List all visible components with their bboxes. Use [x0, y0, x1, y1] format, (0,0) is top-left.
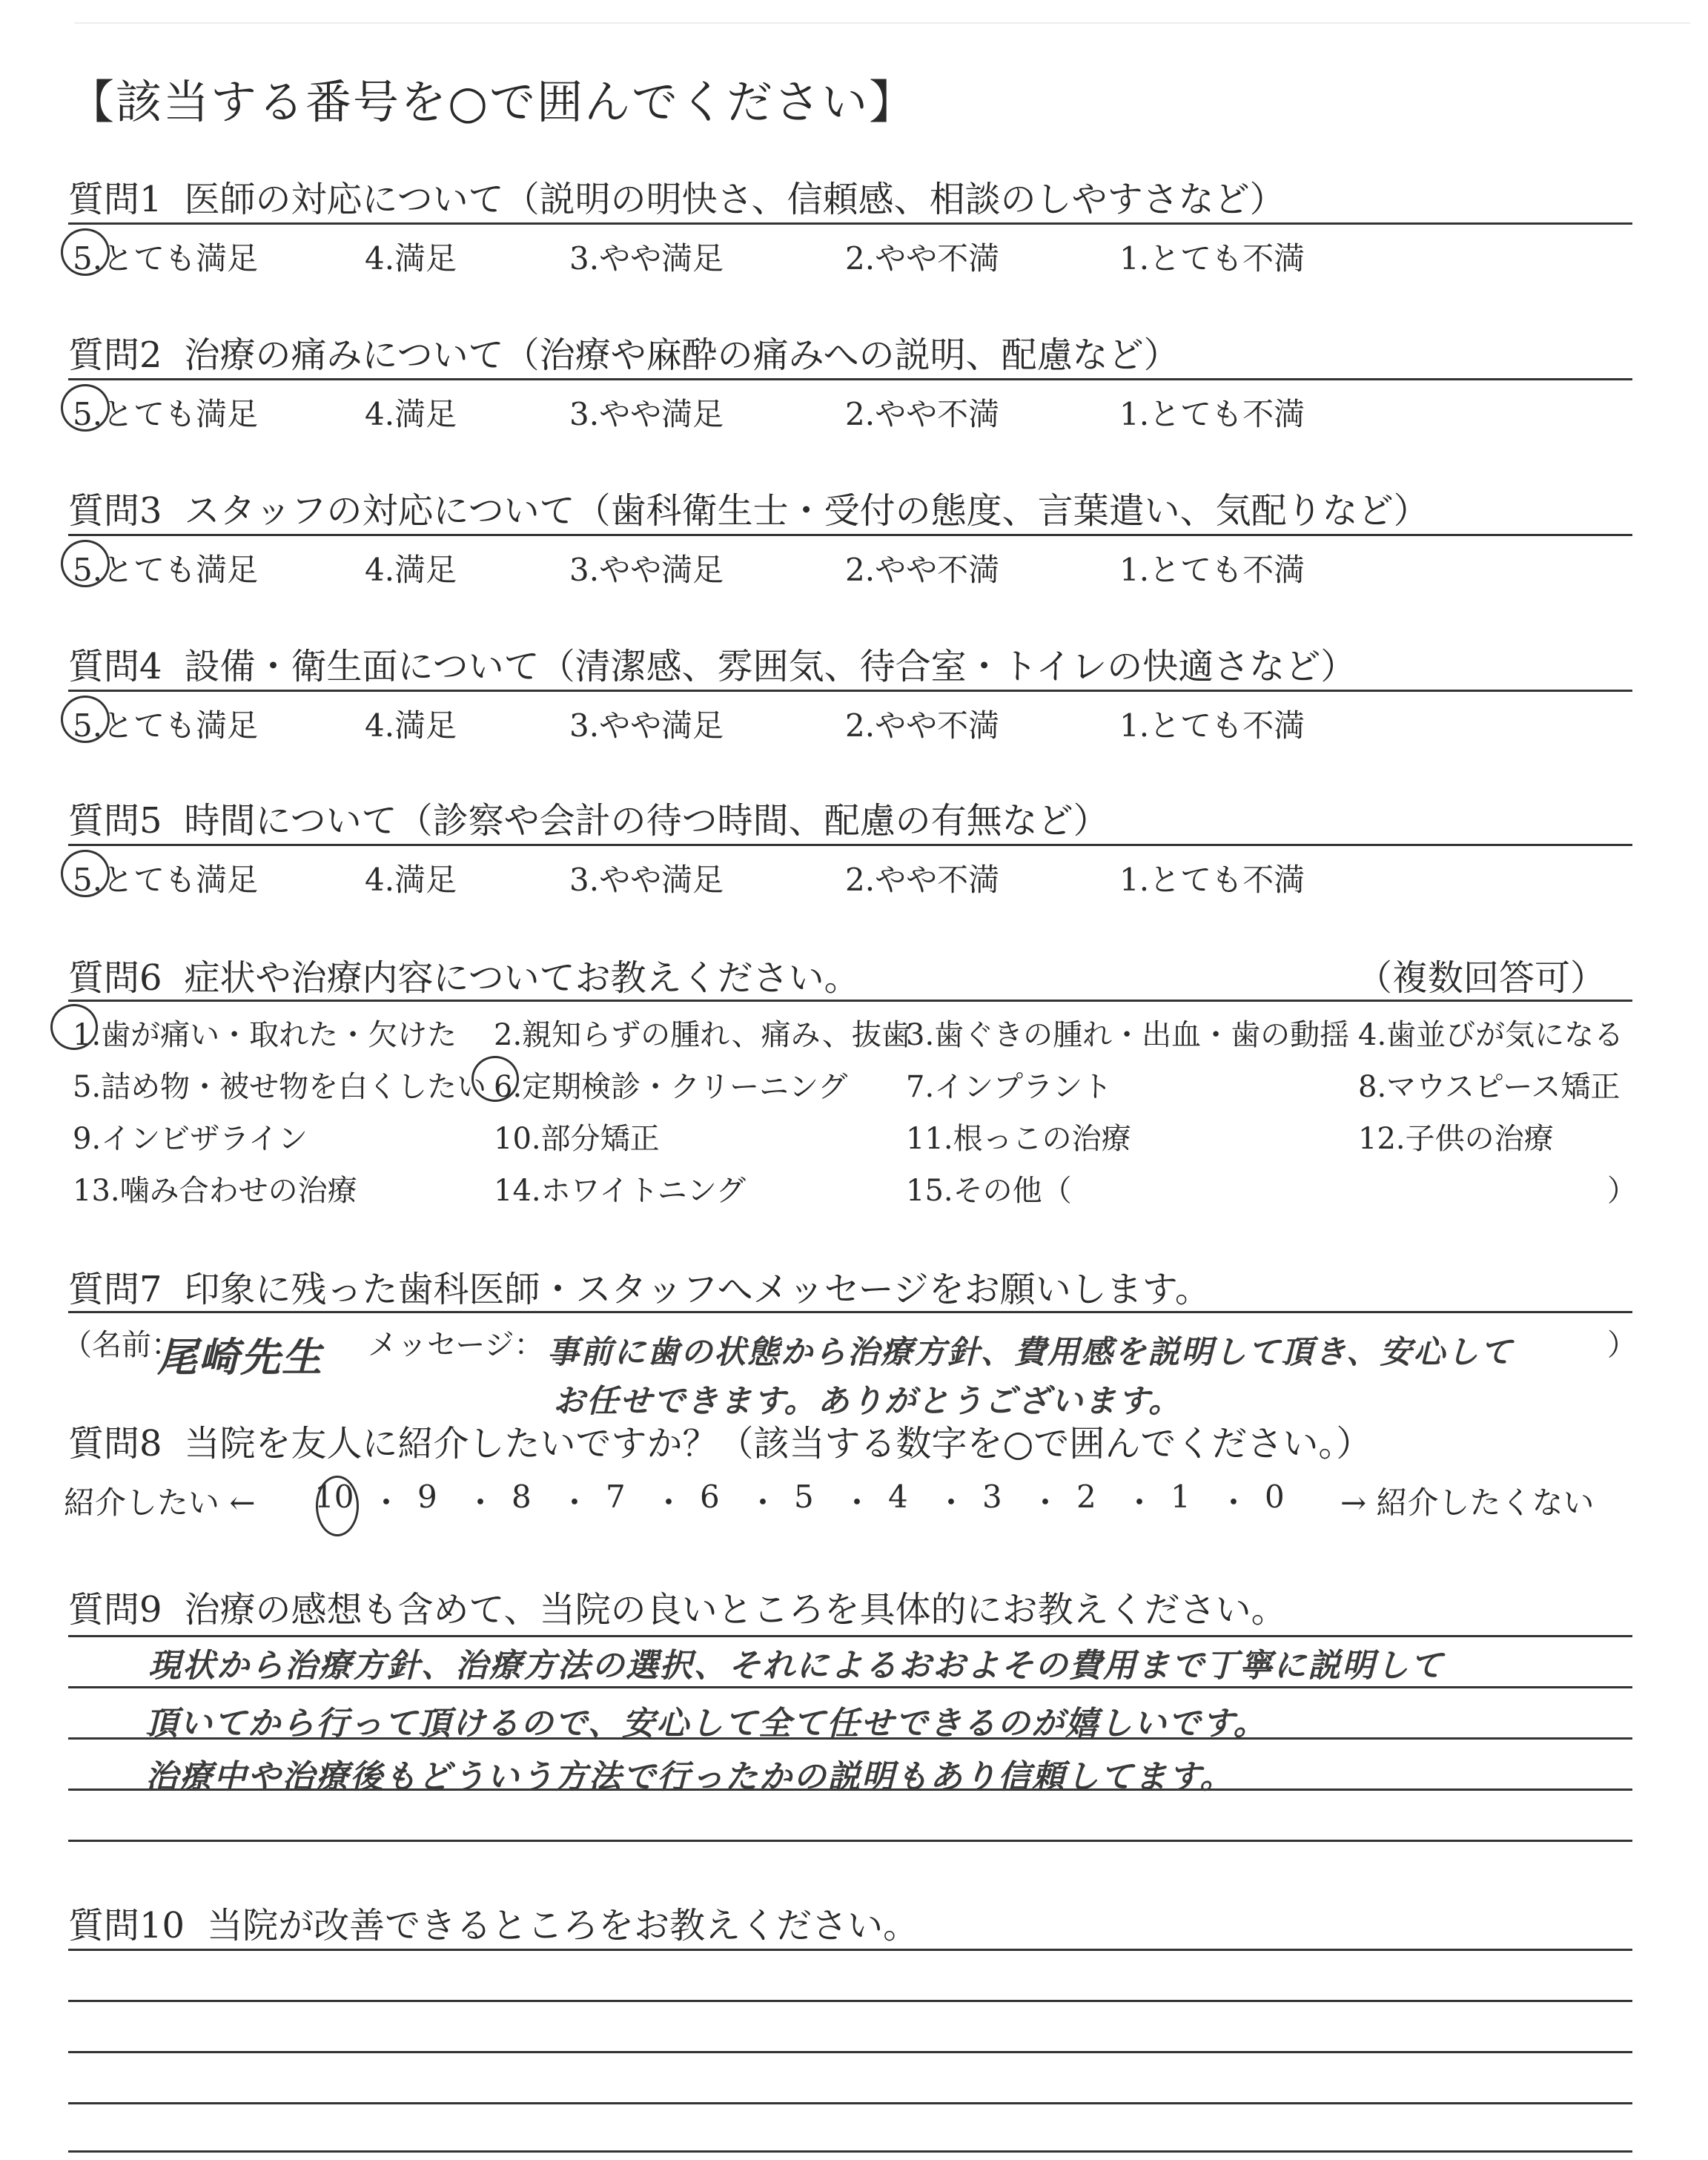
q7-message-line1[interactable]: 事前に歯の状態から治療方針、費用感を説明して頂き、安心して — [547, 1334, 1514, 1371]
q6-option-13[interactable]: 13.噛み合わせの治療 — [73, 1174, 357, 1208]
q7-text: 印象に残った歯科医師・スタッフへメッセージをお願いします。 — [184, 1269, 1211, 1310]
q8-scale-separator: ・ — [653, 1484, 685, 1521]
q8-scale-6[interactable]: 6 — [700, 1479, 720, 1515]
q9-answer-line-3[interactable]: 治療中や治療後もどういう方法で行ったかの説明もあり信頼してます。 — [145, 1758, 1234, 1796]
q8-scale-2[interactable]: 2 — [1076, 1479, 1096, 1515]
q8-scale-5[interactable]: 5 — [794, 1479, 814, 1515]
q4-option-2[interactable]: 2.やや不満 — [845, 707, 1000, 744]
q6-option-2[interactable]: 2.親知らずの腫れ、痛み、抜歯 — [494, 1018, 911, 1052]
q8-scale-8[interactable]: 8 — [512, 1479, 532, 1515]
q9-rule-0 — [68, 1635, 1632, 1637]
q9-number: 質問9 — [68, 1589, 162, 1631]
q6-option-14[interactable]: 14.ホワイトニング — [494, 1174, 747, 1208]
q6-option-8[interactable]: 8.マウスピース矯正 — [1358, 1070, 1621, 1104]
q8-title — [68, 1415, 1371, 1466]
q8-scale-3[interactable]: 3 — [982, 1479, 1002, 1515]
q10-rule-0 — [68, 1949, 1632, 1951]
q4-option-4[interactable]: 4.満足 — [365, 707, 457, 744]
q2-option-4[interactable]: 4.満足 — [365, 396, 457, 432]
q3-option-1[interactable]: 1.とても不満 — [1119, 552, 1305, 588]
q6-selected-circle-6 — [471, 1056, 519, 1102]
q2-option-2[interactable]: 2.やや不満 — [845, 396, 1000, 432]
q5-rule — [68, 844, 1632, 846]
q1-title — [68, 171, 1285, 222]
q6-selected-circle-1 — [50, 1004, 98, 1050]
q2-text: 治療の痛みについて（治療や麻酔の痛みへの説明、配慮など） — [184, 334, 1179, 376]
q7-name-value[interactable]: 尾崎先生 — [157, 1334, 323, 1381]
q7-title — [68, 1261, 1211, 1312]
q6-option-5[interactable]: 5.詰め物・被せ物を白くしたい — [73, 1070, 487, 1104]
q8-scale-7[interactable]: 7 — [606, 1479, 626, 1515]
q1-option-3[interactable]: 3.やや満足 — [569, 240, 724, 277]
q8-left-label: 紹介したい ← — [64, 1484, 256, 1521]
q1-number: 質問1 — [68, 179, 162, 220]
q8-number: 質問8 — [68, 1423, 162, 1464]
q5-text: 時間について（診察や会計の待つ時間、配慮の有無など） — [184, 800, 1109, 842]
q2-selected-circle — [61, 384, 110, 432]
q4-option-3[interactable]: 3.やや満足 — [569, 707, 724, 744]
q9-rule-1 — [68, 1686, 1632, 1688]
q2-rule — [68, 378, 1632, 380]
q7-number: 質問7 — [68, 1269, 162, 1310]
q5-option-1[interactable]: 1.とても不満 — [1119, 862, 1305, 898]
q6-number: 質問6 — [68, 957, 162, 999]
q8-scale-separator: ・ — [747, 1484, 779, 1521]
q6-text: 症状や治療内容についてお教えください。 — [184, 957, 860, 999]
q8-scale-1[interactable]: 1 — [1171, 1479, 1191, 1515]
q3-title — [68, 482, 1429, 533]
q3-option-5[interactable]: 5.とても満足 — [73, 552, 259, 588]
q5-title — [68, 792, 1109, 843]
q8-scale-separator: ・ — [1218, 1484, 1250, 1521]
q8-scale-separator: ・ — [841, 1484, 873, 1521]
q8-text: 当院を友人に紹介したいですか？（該当する数字を○で囲んでください。） — [184, 1423, 1372, 1464]
q7-close-paren: ） — [1607, 1328, 1637, 1362]
q4-selected-circle — [61, 696, 110, 743]
q8-selected-circle — [316, 1476, 359, 1536]
q2-number: 質問2 — [68, 334, 162, 376]
q8-scale-0[interactable]: 0 — [1265, 1479, 1285, 1515]
q10-text: 当院が改善できるところをお教えください。 — [207, 1905, 919, 1946]
q10-rule-1 — [68, 2000, 1632, 2002]
q6-option-4[interactable]: 4.歯並びが気になる — [1358, 1018, 1624, 1052]
q6-option-6[interactable]: 6.定期検診・クリーニング — [494, 1070, 848, 1104]
q5-number: 質問5 — [68, 800, 162, 842]
top-faint-line — [74, 22, 1690, 24]
q4-number: 質問4 — [68, 646, 162, 687]
q5-option-2[interactable]: 2.やや不満 — [845, 862, 1000, 898]
q6-option-9[interactable]: 9.インビザライン — [73, 1122, 308, 1156]
q1-option-5[interactable]: 5.とても満足 — [73, 240, 259, 277]
q8-scale-separator: ・ — [1030, 1484, 1062, 1521]
q8-scale-separator: ・ — [1124, 1484, 1156, 1521]
q3-option-4[interactable]: 4.満足 — [365, 552, 457, 588]
q8-right-label: → 紹介したくない — [1340, 1484, 1595, 1521]
q9-text: 治療の感想も含めて、当院の良いところを具体的にお教えください。 — [184, 1589, 1287, 1631]
q4-rule — [68, 690, 1632, 692]
q6-title — [68, 949, 860, 1000]
q6-option-3[interactable]: 3.歯ぐきの腫れ・出血・歯の動揺 — [906, 1018, 1350, 1052]
q9-title — [68, 1581, 1287, 1632]
q8-scale-4[interactable]: 4 — [888, 1479, 908, 1515]
q6-option-10[interactable]: 10.部分矯正 — [494, 1122, 660, 1156]
q5-option-5[interactable]: 5.とても満足 — [73, 862, 259, 898]
q2-title — [68, 326, 1179, 377]
q6-rule — [68, 1000, 1632, 1002]
q3-rule — [68, 534, 1632, 536]
q8-scale-9[interactable]: 9 — [417, 1479, 437, 1515]
q4-option-5[interactable]: 5.とても満足 — [73, 707, 259, 744]
q8-scale-separator: ・ — [936, 1484, 967, 1521]
q10-rule-4 — [68, 2150, 1632, 2153]
q6-option-12[interactable]: 12.子供の治療 — [1358, 1122, 1554, 1156]
q4-title — [68, 638, 1356, 689]
q10-rule-3 — [68, 2102, 1632, 2104]
q10-rule-2 — [68, 2051, 1632, 2053]
q9-answer-line-2[interactable]: 頂いてから行って頂けるので、安心して全て任せできるのが嬉しいです。 — [145, 1705, 1268, 1743]
q2-option-5[interactable]: 5.とても満足 — [73, 396, 259, 432]
q8-scale-10[interactable]: 10 — [314, 1479, 354, 1515]
q5-selected-circle — [61, 850, 110, 897]
q6-option-11[interactable]: 11.根っこの治療 — [906, 1122, 1131, 1156]
q9-rule-4 — [68, 1840, 1632, 1842]
q3-text: スタッフの対応について（歯科衛生士・受付の態度、言葉遣い、気配りなど） — [184, 490, 1429, 532]
q3-option-3[interactable]: 3.やや満足 — [569, 552, 724, 588]
q6-option-16: ） — [1607, 1174, 1637, 1208]
q1-option-4[interactable]: 4.満足 — [365, 240, 457, 277]
q10-title — [68, 1897, 918, 1948]
q3-selected-circle — [61, 540, 110, 587]
q7-rule — [68, 1311, 1632, 1313]
q9-answer-line-1[interactable]: 現状から治療方針、治療方法の選択、それによるおおよその費用まで丁寧に説明して — [148, 1647, 1444, 1685]
q5-option-4[interactable]: 4.満足 — [365, 862, 457, 898]
q7-message-label: メッセージ： — [368, 1328, 544, 1362]
q5-option-3[interactable]: 3.やや満足 — [569, 862, 724, 898]
q6-option-7[interactable]: 7.インプラント — [906, 1070, 1113, 1104]
q4-text: 設備・衛生面について（清潔感、雰囲気、待合室・トイレの快適さなど） — [184, 646, 1357, 687]
q1-option-1[interactable]: 1.とても不満 — [1119, 240, 1305, 277]
q6-note: （複数回答可） — [1357, 957, 1606, 999]
q2-option-3[interactable]: 3.やや満足 — [569, 396, 724, 432]
q6-option-15[interactable]: 15.その他（ — [906, 1174, 1072, 1208]
q8-scale-separator: ・ — [371, 1484, 403, 1521]
q6-option-1[interactable]: 1.歯が痛い・取れた・欠けた — [73, 1018, 457, 1052]
q7-name-label: （名前： — [62, 1328, 181, 1362]
q8-scale-separator: ・ — [559, 1484, 591, 1521]
q2-option-1[interactable]: 1.とても不満 — [1119, 396, 1305, 432]
q1-rule — [68, 222, 1632, 225]
q1-text: 医師の対応について（説明の明快さ、信頼感、相談のしやすさなど） — [184, 179, 1285, 220]
q4-option-1[interactable]: 1.とても不満 — [1119, 707, 1305, 744]
q3-option-2[interactable]: 2.やや不満 — [845, 552, 1000, 588]
q1-option-2[interactable]: 2.やや不満 — [845, 240, 1000, 277]
q3-number: 質問3 — [68, 490, 162, 532]
q8-scale-separator: ・ — [465, 1484, 497, 1521]
q10-number: 質問10 — [68, 1905, 185, 1946]
q7-message-line2[interactable]: お任せできます。ありがとうございます。 — [553, 1383, 1182, 1420]
page-header: 【該当する番号を○で囲んでください】 — [68, 75, 917, 129]
q1-selected-circle — [61, 228, 110, 276]
